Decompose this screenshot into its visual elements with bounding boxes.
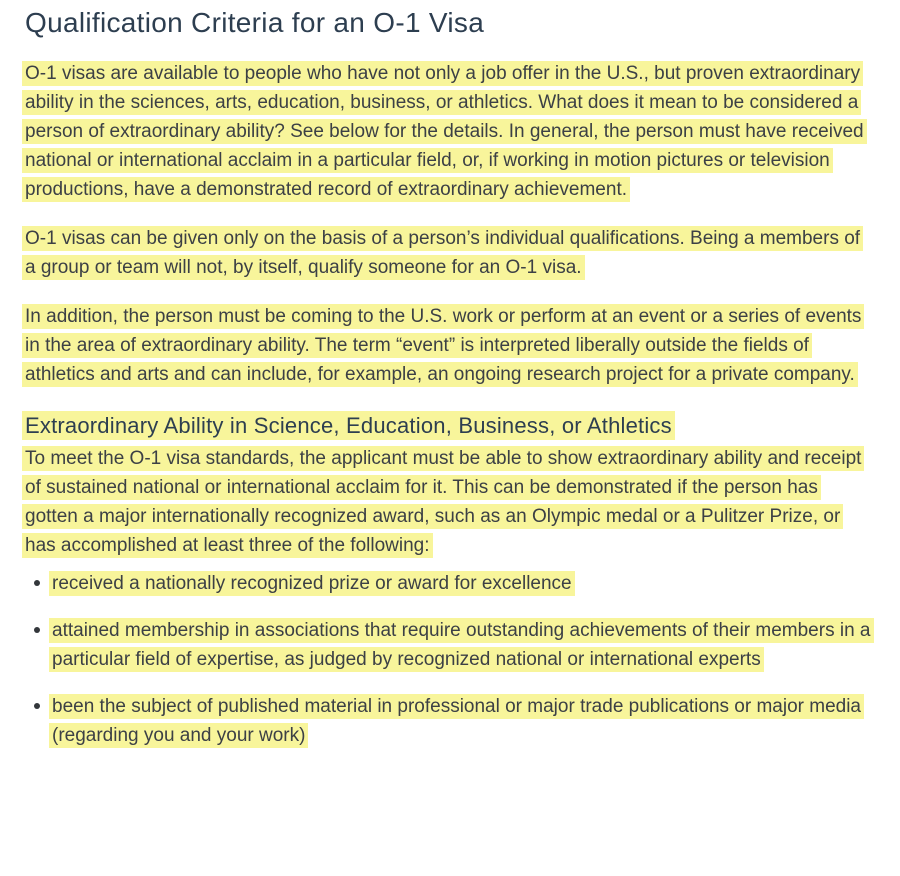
highlighted-text: attained membership in associations that require outstanding achievements of their members in a particular field of expertise, as judged by recognized national or international experts: [49, 618, 874, 672]
list-item-membership: [52, 616, 872, 674]
paragraph-overview: [25, 59, 872, 204]
highlighted-heading-text: Extraordinary Ability in Science, Education, Business, or Athletics: [22, 411, 675, 440]
paragraph-section-intro: [25, 444, 872, 560]
section-heading: [25, 411, 872, 441]
list-item-published-material: [52, 692, 872, 750]
paragraph-individual-qualifications: [25, 224, 872, 282]
bullet-icon: [34, 703, 40, 709]
list-item-prize: [52, 569, 872, 598]
bullet-icon: [34, 580, 40, 586]
page-title: Qualification Criteria for an O-1 Visa: [25, 7, 485, 38]
highlighted-text: O-1 visas can be given only on the basis of a person’s individual qualifications. Being a members of a group or team will not, by itself, qualify someone for an O-1 visa.: [22, 226, 863, 280]
highlighted-text: To meet the O-1 visa standards, the applicant must be able to show extraordinary ability and receipt of sustained national or international acclaim for it. This can be demonstrated if the person has gotten a major internationally recognized award, such as an Olympic medal or a Pulitzer Prize, or has accomplished at least three of the following:: [22, 446, 864, 558]
paragraph-event-requirement: [25, 302, 872, 389]
highlighted-text: O-1 visas are available to people who have not only a job offer in the U.S., but proven extraordinary ability in the sciences, arts, education, business, or athletics. What does it mean to be considered a person of extraordinary ability? See below for the details. In general, the person must have received national or international acclaim in a particular field, or, if working in motion pictures or television productions, have a demonstrated record of extraordinary achievement.: [22, 61, 867, 202]
bullet-icon: [34, 627, 40, 633]
highlighted-text: received a nationally recognized prize or award for excellence: [49, 571, 575, 596]
criteria-list: [25, 569, 872, 750]
highlighted-text: In addition, the person must be coming to the U.S. work or perform at an event or a series of events in the area of extraordinary ability. The term “event” is interpreted liberally outside the fields of athletics and arts and can include, for example, an ongoing research project for a private company.: [22, 304, 864, 387]
highlighted-text: been the subject of published material in professional or major trade publications or major media (regarding you and your work): [49, 694, 864, 748]
